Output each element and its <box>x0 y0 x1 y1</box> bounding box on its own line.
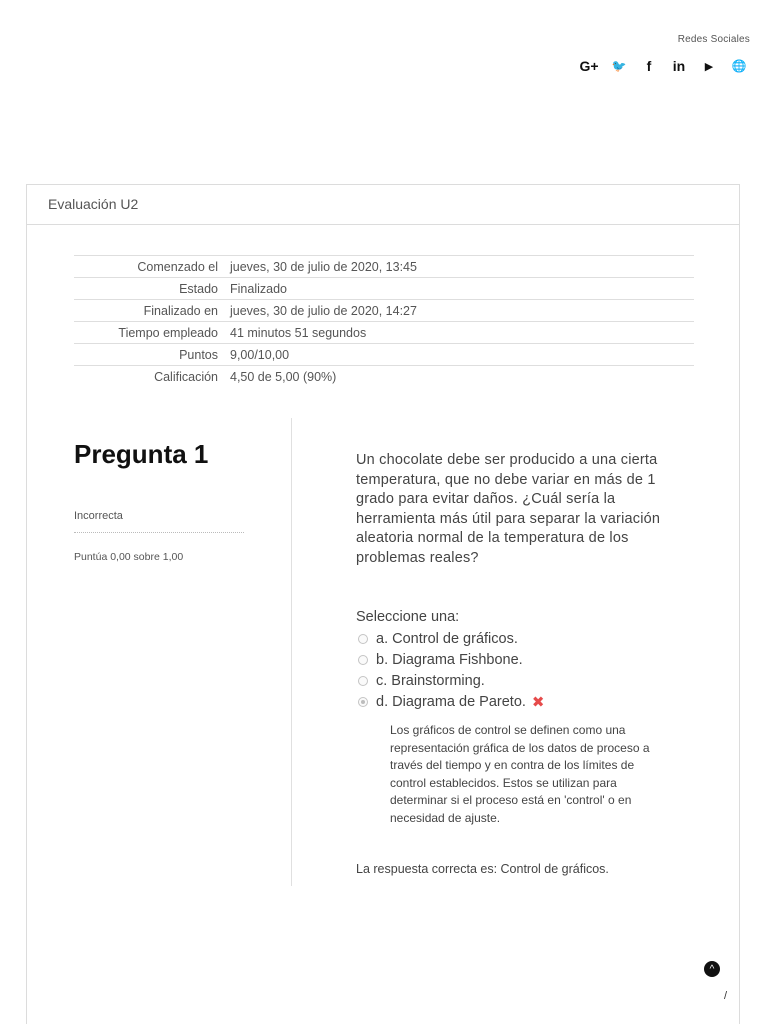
summary-label: Estado <box>74 278 230 300</box>
summary-label: Comenzado el <box>74 256 230 278</box>
linkedin-icon[interactable]: in <box>672 58 686 74</box>
specific-feedback: Los gráficos de control se definen como una representación gráfica de los datos de proceso a través del tiempo y en contra de los límites de control establecidos. Estos se utilizan para determinar si el proceso está en 'control' o en necesidad de ajuste. <box>390 723 650 825</box>
summary-row <box>74 344 694 366</box>
radio-button[interactable] <box>358 655 368 665</box>
card-title: Evaluación U2 <box>27 185 739 225</box>
summary-value: 9,00/10,00 <box>230 344 694 366</box>
summary-row <box>74 366 694 388</box>
summary-label: Puntos <box>74 344 230 366</box>
facebook-icon[interactable]: f <box>646 58 652 74</box>
radio-button-selected[interactable] <box>358 697 368 707</box>
page-marker: / <box>724 990 728 1002</box>
question-grade: Puntúa 0,00 sobre 1,00 <box>74 551 184 563</box>
column-divider <box>291 418 292 886</box>
summary-label: Finalizado en <box>74 300 230 322</box>
summary-label: Calificación <box>74 366 230 388</box>
radio-button[interactable] <box>358 676 368 686</box>
scroll-to-top-icon[interactable]: ^ <box>704 961 720 977</box>
summary-value: Finalizado <box>230 278 694 300</box>
answer-option-b[interactable] <box>358 649 678 670</box>
summary-value: jueves, 30 de julio de 2020, 13:45 <box>230 256 694 278</box>
youtube-icon[interactable]: ▶ <box>704 60 714 73</box>
summary-value: 41 minutos 51 segundos <box>230 322 694 344</box>
answer-option-label: d. Diagrama de Pareto. <box>376 693 526 710</box>
answer-option-c[interactable] <box>358 670 678 691</box>
social-icons <box>580 56 748 76</box>
question-title: Pregunta 1 <box>74 439 209 469</box>
summary-row <box>74 322 694 344</box>
question-state: Incorrecta <box>74 510 244 533</box>
answer-option-label: c. Brainstorming. <box>376 672 485 689</box>
summary-row <box>74 300 694 322</box>
answer-option-label: a. Control de gráficos. <box>376 630 518 647</box>
attempt-summary-table <box>74 255 694 387</box>
summary-label: Tiempo empleado <box>74 322 230 344</box>
answer-option-a[interactable] <box>358 628 678 649</box>
summary-row <box>74 256 694 278</box>
radio-button[interactable] <box>358 634 368 644</box>
question-info <box>74 439 244 563</box>
globe-icon[interactable]: 🌐 <box>731 59 747 73</box>
summary-value: jueves, 30 de julio de 2020, 14:27 <box>230 300 694 322</box>
answer-option-d[interactable] <box>358 691 678 712</box>
twitter-icon[interactable]: 🐦 <box>611 59 627 73</box>
answer-options <box>358 628 678 712</box>
summary-value: 4,50 de 5,00 (90%) <box>230 366 694 388</box>
summary-row <box>74 278 694 300</box>
incorrect-icon: ✖ <box>531 693 545 711</box>
quiz-review-card <box>26 184 740 1024</box>
google-plus-icon[interactable]: G+ <box>579 58 599 74</box>
answer-option-label: b. Diagrama Fishbone. <box>376 651 523 668</box>
social-label: Redes Sociales <box>677 34 750 45</box>
question-text: Un chocolate debe ser producido a una cierta temperatura, que no debe variar en más de 1 grado para evitar daños. ¿Cuál sería la herramienta más útil para separar la variación aleatoria normal de la temperatura de los problemas reales? <box>356 452 661 566</box>
right-answer: La respuesta correcta es: Control de gráficos. <box>356 862 609 876</box>
select-prompt: Seleccione una: <box>356 609 460 625</box>
